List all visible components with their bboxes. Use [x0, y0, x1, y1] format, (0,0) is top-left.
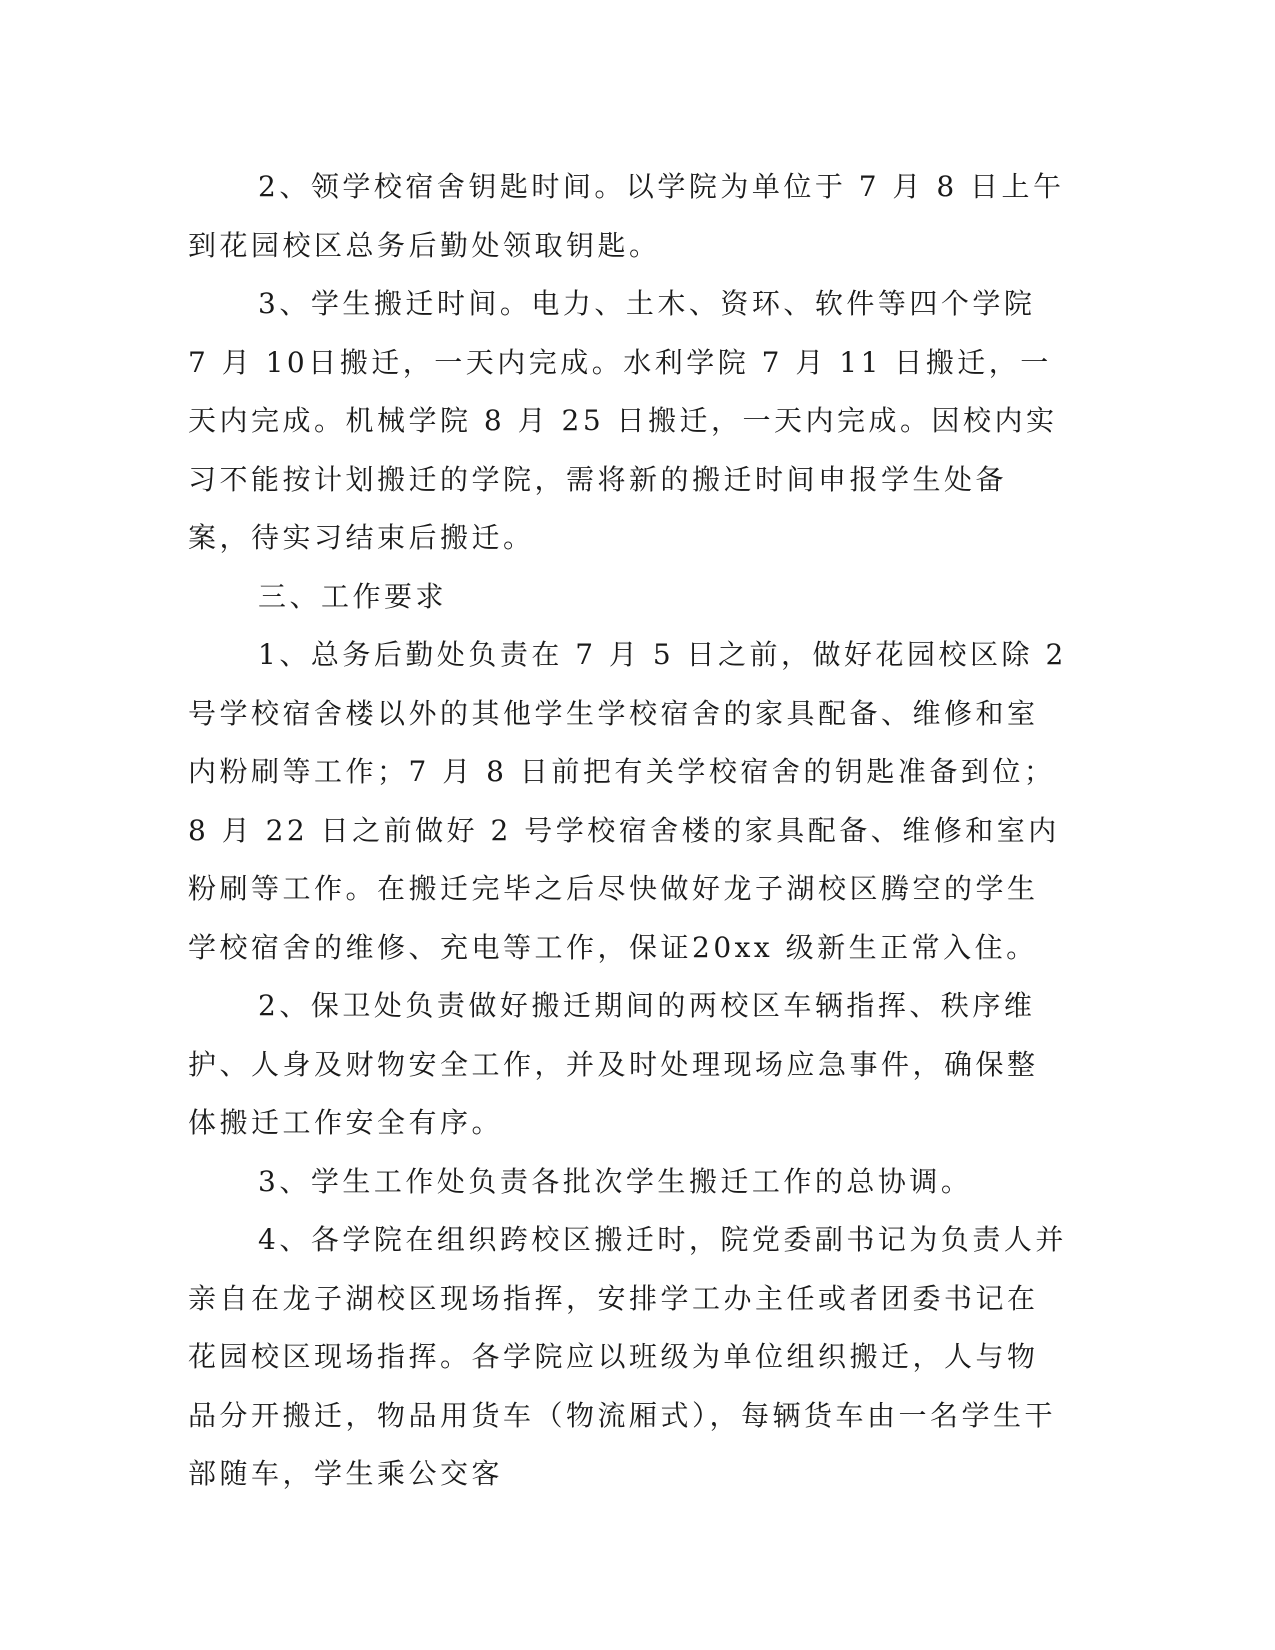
paragraph-key-pickup — [188, 158, 1068, 275]
section-heading-work-requirements — [188, 568, 1068, 627]
text-line: 20xx 级新生正常入住。 — [692, 930, 1038, 964]
text-line: 快做好龙子湖校区腾空的学生学校宿舍的维修、充电等工作，保证 — [188, 872, 1039, 964]
text-line: 学校宿舍楼的家具配备、维修和室内粉刷等工作。在搬迁完毕之后尽 — [188, 813, 1060, 905]
text-line: 校区总务后勤处领取钥匙。 — [282, 228, 661, 262]
text-line: 1、总务后勤处负责在 7 月 5 日之前，做好花园校区除 2 号学校 — [188, 638, 1067, 730]
text-line: 日搬迁，一天内完成。水利学院 7 月 11 日搬迁，一天内完成。机械学 — [188, 345, 1052, 437]
text-line: 身及财物安全工作，并及时处理现场应急事件，确保整体搬迁工作安 — [188, 1047, 1039, 1139]
text-line: 在龙子湖校区现场指挥，安排学工办主任或者团委书记在花园校区现 — [188, 1281, 1039, 1373]
paragraph-college-organization — [188, 1211, 1068, 1504]
paragraph-student-affairs-duty — [188, 1153, 1068, 1212]
text-line: 用货车（物流厢式），每辆货车由一名学生干部随车，学生乘公交客 — [188, 1398, 1057, 1490]
text-line: 场指挥。各学院应以班级为单位组织搬迁，人与物品分开搬迁，物品 — [188, 1340, 1039, 1432]
text-line: 4、各学院在组织跨校区搬迁时，院党委副书记为负责人并亲自 — [188, 1223, 1067, 1315]
text-line: 3、学生工作处负责各批次学生搬迁工作的总协调。 — [258, 1164, 973, 1198]
text-line: 需将新的搬迁时间申报学生处备案，待实习结束后搬迁。 — [188, 462, 1008, 554]
text-line: 院 8 月 25 日搬迁，一天内完成。因校内实习不能按计划搬迁的学院， — [188, 404, 1058, 496]
text-line: 3、学生搬迁时间。电力、土木、资环、软件等四个学院 7 月 10 — [188, 287, 1036, 379]
text-line: 2、保卫处负责做好搬迁期间的两校区车辆指挥、秩序维护、人 — [188, 989, 1036, 1081]
text-line: 宿舍楼以外的其他学生学校宿舍的家具配备、维修和室内粉刷等工作 — [188, 696, 1039, 788]
paragraph-move-schedule — [188, 275, 1068, 568]
document-body — [188, 158, 1068, 1504]
paragraph-logistics-duty — [188, 626, 1068, 977]
paragraph-security-duty — [188, 977, 1068, 1153]
heading-text: 三、工作要求 — [258, 579, 448, 613]
text-line: 全有序。 — [377, 1106, 504, 1139]
text-line: 2、领学校宿舍钥匙时间。以学院为单位于 7 月 8 日上午到花园 — [188, 170, 1065, 262]
text-line: ；7 月 8 日前把有关学校宿舍的钥匙准备到位；8 月 22 日之前做好 2 号 — [188, 755, 1056, 847]
